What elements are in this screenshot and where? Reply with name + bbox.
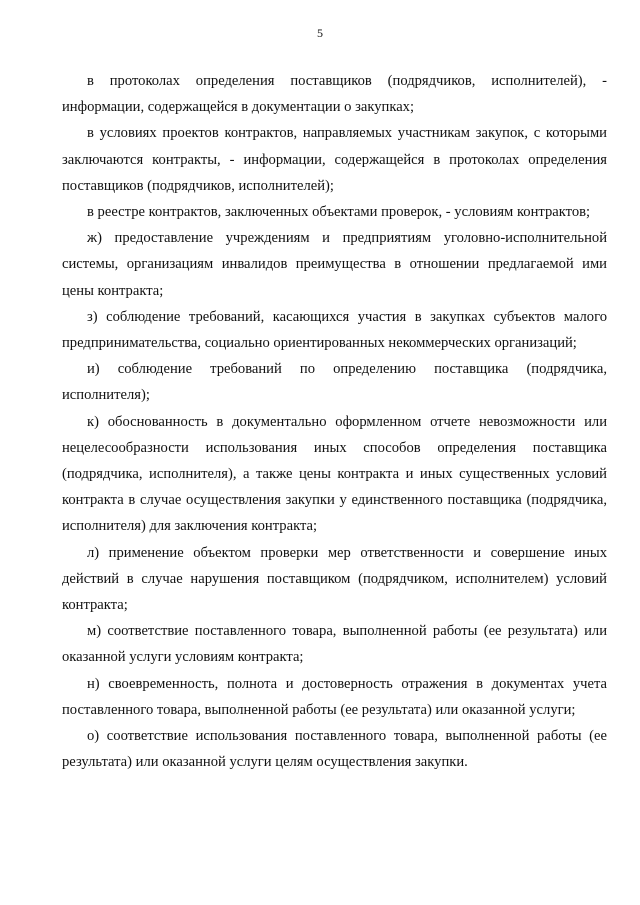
paragraph-protocols: в протоколах определения поставщиков (подрядчиков, исполнителей), - информации, содержащейся в документации о закупках; bbox=[62, 73, 607, 116]
paragraph-item-zh: ж) предоставление учреждениям и предприятиям уголовно-исполнительной системы, организациям инвалидов преимущества в отношении предлагаемой ими цены контракта; bbox=[62, 230, 607, 299]
document-body bbox=[62, 68, 607, 775]
paragraph-item-k: к) обоснованность в документально оформленном отчете невозможности или нецелесообразности использования иных способов определения поставщика (подрядчика, исполнителя), а также цены контракта и иных существенных условий контракта в случае осуществления закупки у единственного поставщика (подрядчика, исполнителя) для заключения контракта; bbox=[62, 413, 607, 535]
paragraph-item-z: з) соблюдение требований, касающихся участия в закупках субъектов малого предпринимательства, социально ориентированных некоммерческих организаций; bbox=[62, 308, 607, 352]
paragraph-item-m: м) соответствие поставленного товара, выполненной работы (ее результата) или оказанной услуги условиям контракта; bbox=[62, 623, 607, 666]
paragraph-contract-drafts: в условиях проектов контрактов, направляемых участникам закупок, с которыми заключаются контракты, - информации, содержащейся в протоколах определения поставщиков (подрядчиков, исполнителей); bbox=[62, 125, 607, 194]
paragraph-item-n: н) своевременность, полнота и достоверность отражения в документах учета поставленного товара, выполненной работы (ее результата) или оказанной услуги; bbox=[62, 675, 607, 718]
paragraph-item-i: и) соблюдение требований по определению поставщика (подрядчика, исполнителя); bbox=[62, 361, 607, 404]
paragraph-contract-registry: в реестре контрактов, заключенных объектами проверок, - условиям контрактов; bbox=[87, 204, 591, 221]
paragraph-item-o: о) соответствие использования поставленного товара, выполненной работы (ее результата) или оказанной услуги целям осуществления закупки. bbox=[62, 728, 607, 771]
paragraph-item-l: л) применение объектом проверки мер ответственности и совершение иных действий в случае нарушения поставщиком (подрядчиком, исполнителем) условий контракта; bbox=[62, 544, 607, 614]
page-number: 5 bbox=[317, 26, 323, 40]
